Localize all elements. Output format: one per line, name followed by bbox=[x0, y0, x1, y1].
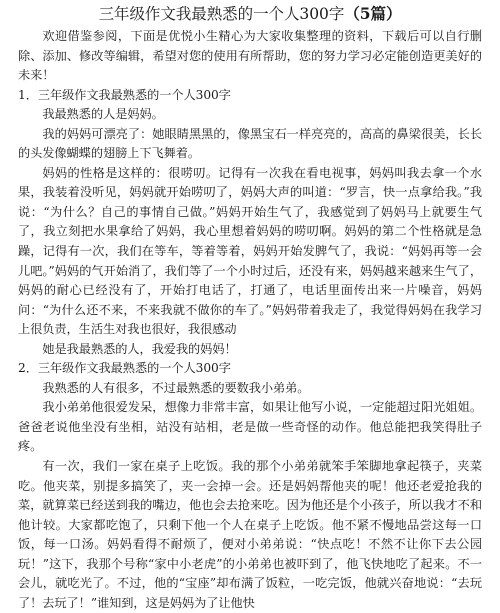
title-text: 三年级作文我最熟悉的一个人300字 bbox=[98, 5, 345, 23]
section-1-heading: 1．三年级作文我最熟悉的一个人300字 bbox=[18, 87, 231, 102]
section-2-paragraph-3: 有一次，我们一家在桌子上吃饭。我的那个小弟弟就笨手笨脚地拿起筷子，夹菜吃。他夹菜，别提多搞笑了，夹一会掉一会。还是妈妈帮他夹的呢！他还老爱抢我的菜，就算菜已经送到我的嘴边，他也会去抢来吃。因为他还是个小孩子，所以我才不和他计较。大家都吃饱了，只剩下他一个人在桌子上吃饭。他不紧不慢地品尝这每一口饭，每一口汤。妈妈看得不耐烦了，便对小弟弟说：“快点吃！不然不让你下去公园玩！”这下，我那个号称“家中小老虎”的小弟弟也被吓到了，他飞快地吃了起来。不一会儿，就吃光了。不过，他的“宝座”却布满了饭粒，一吃完饭，他就兴奋地说：“去玩了！去玩了！”谁知到，这是妈妈为了让他快 bbox=[18, 459, 482, 610]
document-title bbox=[18, 3, 482, 25]
section-1-paragraph-3: 妈妈的性格是这样的：很唠叨。记得有一次我在看电视事，妈妈叫我去拿一个水果，我装着没听见，妈妈就开始唠叨了，妈妈大声的叫道：“罗言，快一点拿给我。”我说：“为什么？自己的事情自己做。”妈妈开始生气了，我感觉到了妈妈马上就要生气了，我立刻把水果拿给了妈妈，我心里想着妈妈的唠叨啊。妈妈的第二个性格就是急躁，记得有一次，我们在等车，等着等着，妈妈开始发脾气了，我说：“妈妈再等一会儿吧。”妈妈的气开始消了，我们等了一个小时过后，还没有来，妈妈越来越来生气了，妈妈的耐心已经没有了，开始打电话了，打通了，电话里面传出来一片噪音，妈妈问：“为什么还不来，不来我就不做你的车了。”妈妈带着我走了，我觉得妈妈在我学习上很负责，生活生对我也很好，我很感动 bbox=[18, 165, 482, 337]
section-2-heading: 2．三年级作文我最熟悉的一个人300字 bbox=[18, 361, 231, 376]
section-1-paragraph-1: 我最熟悉的人是妈妈。 bbox=[42, 107, 164, 122]
section-2-paragraph-2: 我小弟弟他很爱发呆，想像力非常丰富，如果让他写小说，一定能超过阳光姐姐。爸爸老说他坐没有坐相，站没有站相，老是做一些奇怪的动作。他总能把我笑得肚子疼。 bbox=[18, 400, 482, 454]
intro-paragraph: 欢迎借鉴参阅，下面是优悦小生精心为大家收集整理的资料，下载后可以自行删除、添加、修改等编辑，希望对您的使用有所帮助，您的努力学习必定能创造更美好的未来！ bbox=[18, 29, 482, 83]
title-suffix: （5篇） bbox=[344, 4, 402, 23]
section-1-paragraph-2: 我的妈妈可漂亮了：她眼睛黑黑的，像黑宝石一样亮亮的，高高的鼻梁很美，长长的头发像蝴蝶的翅膀上下飞舞着。 bbox=[18, 126, 482, 161]
section-2-paragraph-1: 我熟悉的人有很多，不过最熟悉的要数我小弟弟。 bbox=[42, 380, 310, 395]
section-1-paragraph-4: 她是我最熟悉的人，我爱我的妈妈！ bbox=[42, 341, 237, 356]
